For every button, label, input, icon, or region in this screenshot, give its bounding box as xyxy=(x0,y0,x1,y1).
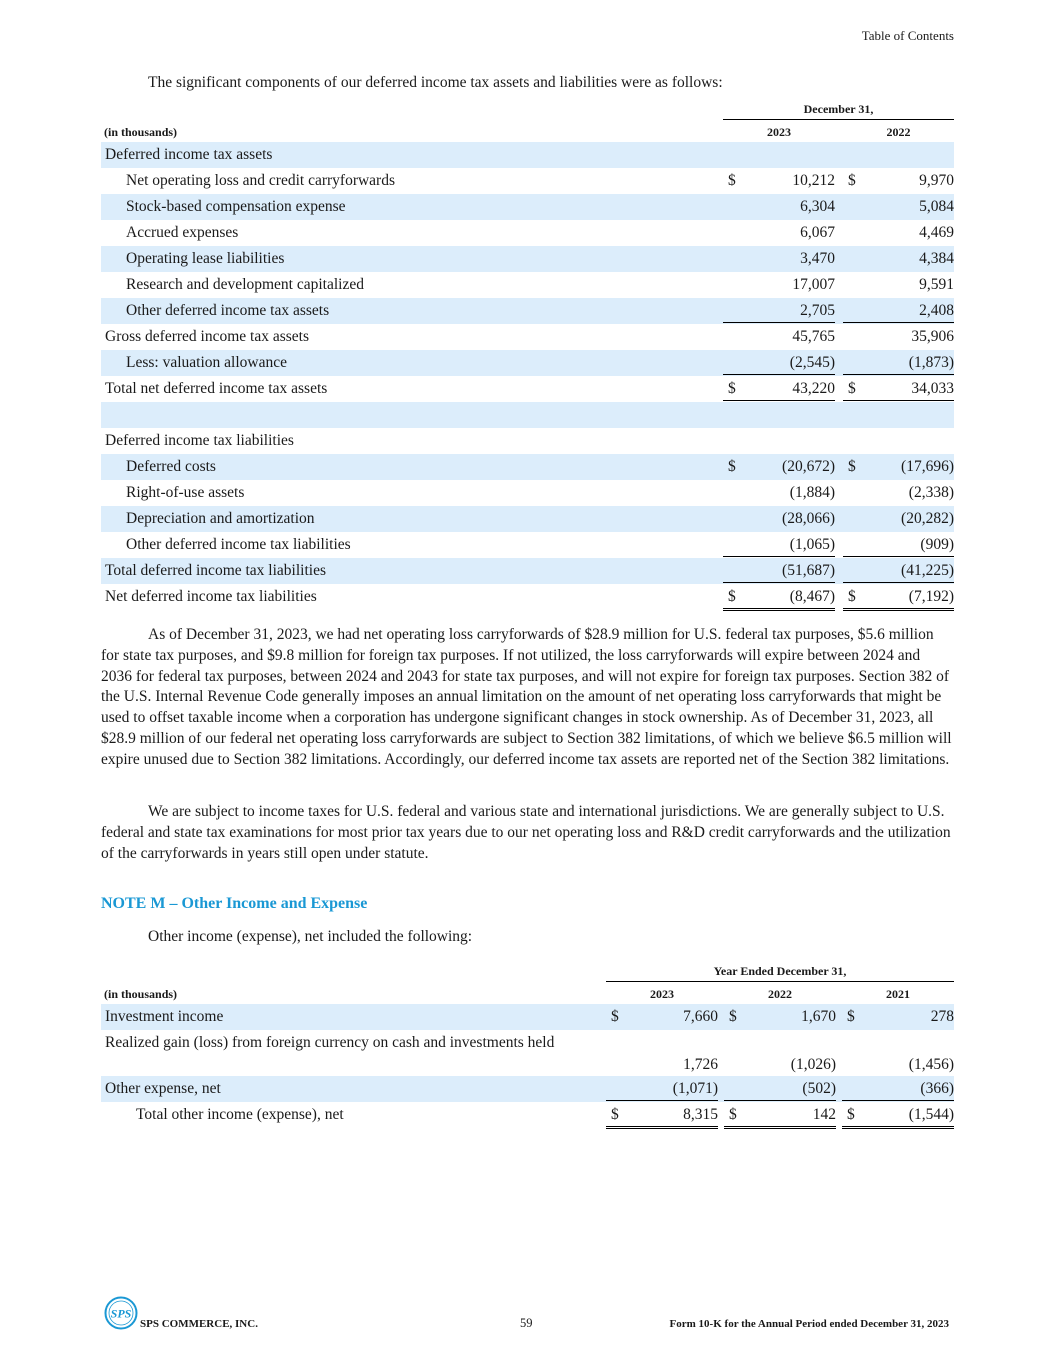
currency-symbol: $ xyxy=(728,172,736,189)
row-label: Net deferred income tax liabilities xyxy=(105,588,317,605)
value-cell xyxy=(723,220,835,244)
table-row xyxy=(101,142,954,168)
cell-value: 2,705 xyxy=(800,302,835,319)
cell-value: (2,338) xyxy=(908,484,954,501)
row-label: Operating lease liabilities xyxy=(126,250,285,267)
value-cell xyxy=(723,558,835,583)
currency-symbol: $ xyxy=(728,588,736,605)
cell-value: (502) xyxy=(802,1080,836,1097)
row-label: Realized gain (loss) from foreign currency on cash and investments held xyxy=(105,1034,555,1051)
cell-value: (41,225) xyxy=(901,562,954,579)
value-cell xyxy=(723,168,835,192)
year-header: 2023 xyxy=(723,125,835,143)
table-header xyxy=(101,100,954,142)
row-label: Investment income xyxy=(105,1008,224,1025)
currency-symbol: $ xyxy=(847,1008,855,1025)
tax-components-intro: The significant components of our deferred income tax assets and liabilities were as follows: xyxy=(148,74,723,91)
cell-value: 8,315 xyxy=(683,1106,718,1123)
row-label: Total net deferred income tax assets xyxy=(105,380,328,397)
row-label: Research and development capitalized xyxy=(126,276,364,293)
value-cell xyxy=(843,532,954,557)
value-cell xyxy=(843,272,954,296)
form-label: Form 10-K for the Annual Period ended December 31, 2023 xyxy=(669,1318,949,1330)
table-row xyxy=(101,402,954,428)
table-of-contents-link[interactable]: Table of Contents xyxy=(861,28,954,43)
value-cell xyxy=(723,194,835,218)
table-row xyxy=(101,194,954,220)
row-label: Other deferred income tax assets xyxy=(126,302,330,319)
table-row xyxy=(101,558,954,584)
table-row xyxy=(101,168,954,194)
table-header xyxy=(101,962,954,1004)
value-cell xyxy=(724,1004,836,1028)
row-label: Total deferred income tax liabilities xyxy=(105,562,326,579)
row-label: Accrued expenses xyxy=(126,224,239,241)
table-row xyxy=(101,584,954,610)
row-label: Other expense, net xyxy=(105,1080,221,1097)
cell-value: (20,282) xyxy=(901,510,954,527)
cell-value: 5,084 xyxy=(919,198,954,215)
year-header: 2022 xyxy=(724,987,836,1005)
cell-value: 2,408 xyxy=(919,302,954,319)
company-name: SPS COMMERCE, INC. xyxy=(140,1318,258,1330)
currency-symbol: $ xyxy=(848,172,856,189)
table-row xyxy=(101,1076,954,1102)
value-cell xyxy=(843,376,954,401)
table-row xyxy=(101,220,954,246)
value-cell xyxy=(843,558,954,583)
value-cell xyxy=(723,480,835,504)
table-body xyxy=(101,1004,954,1128)
value-cell xyxy=(724,1052,836,1076)
cell-value: 1,726 xyxy=(683,1056,718,1073)
row-label: Right-of-use assets xyxy=(126,484,245,501)
row-label: Other deferred income tax liabilities xyxy=(126,536,351,553)
unit-label: (in thousands) xyxy=(104,125,178,139)
currency-symbol: $ xyxy=(848,588,856,605)
currency-symbol: $ xyxy=(611,1008,619,1025)
cell-value: (28,066) xyxy=(782,510,835,527)
cell-value: (1,873) xyxy=(908,354,954,371)
cell-value: (20,672) xyxy=(782,458,835,475)
cell-value: (1,456) xyxy=(908,1056,954,1073)
cell-value: (1,065) xyxy=(789,536,835,553)
cell-value: 9,970 xyxy=(919,172,954,189)
row-label: Gross deferred income tax assets xyxy=(105,328,310,345)
table-row xyxy=(101,246,954,272)
row-label: Deferred income tax liabilities xyxy=(105,432,294,449)
currency-symbol: $ xyxy=(728,380,736,397)
table-row xyxy=(101,532,954,558)
cell-value: 278 xyxy=(930,1008,954,1025)
cell-value: 17,007 xyxy=(792,276,835,293)
cell-value: (51,687) xyxy=(782,562,835,579)
cell-value: 6,304 xyxy=(800,198,835,215)
value-cell xyxy=(842,1052,954,1076)
table-row xyxy=(101,324,954,350)
row-label: Net operating loss and credit carryforwards xyxy=(126,172,395,189)
currency-symbol: $ xyxy=(728,458,736,475)
value-cell xyxy=(843,480,954,504)
value-cell xyxy=(843,454,954,478)
value-cell xyxy=(842,1076,954,1101)
table-row xyxy=(101,454,954,480)
cell-value: 6,067 xyxy=(800,224,835,241)
value-cell xyxy=(723,584,835,611)
table-row xyxy=(101,506,954,532)
value-cell xyxy=(843,220,954,244)
table-row xyxy=(101,376,954,402)
currency-symbol: $ xyxy=(611,1106,619,1123)
year-header: 2023 xyxy=(606,987,718,1005)
paragraph-text: As of December 31, 2023, we had net operating loss carryforwards of $28.9 million for U.S. federal tax purposes, $5.6 million for state tax purposes, and $9.8 million for foreign tax purposes. If not utilized, the loss carryforwards will expire between 2024 and 2036 for federal tax purposes, between 2024 and 2043 for state tax purposes, and will not expire for foreign tax purposes. Section 382 of the U.S. Internal Revenue Code generally imposes an annual limitation on the amount of net operating loss carryforwards that might be used to offset taxable income when a corporation has undergone significant changes in stock ownership. As of December 31, 2023, all $28.9 million of our federal net operating loss carryforwards are subject to Section 382 limitations, of which we believe $6.5 million will expire unused due to Section 382 limitations. Accordingly, our deferred income tax assets are reported net of the Section 382 limitations. xyxy=(101,626,952,768)
value-cell xyxy=(723,324,835,348)
currency-symbol: $ xyxy=(847,1106,855,1123)
value-cell xyxy=(724,1102,836,1129)
page-number: 59 xyxy=(520,1316,533,1330)
currency-symbol: $ xyxy=(848,458,856,475)
cell-value: 34,033 xyxy=(911,380,954,397)
value-cell xyxy=(843,246,954,270)
paragraph-text: We are subject to income taxes for U.S. federal and various state and international jurisdictions. We are generally subject to U.S. federal and state tax examinations for most prior tax years due to our net operating loss and R&D credit carryforwards and the utilization of the carryforwards in years still open under statute. xyxy=(101,803,951,862)
value-cell xyxy=(843,584,954,611)
value-cell xyxy=(842,1004,954,1028)
cell-value: (1,071) xyxy=(672,1080,718,1097)
value-cell xyxy=(842,1102,954,1129)
cell-value: (909) xyxy=(920,536,954,553)
cell-value: 4,384 xyxy=(919,250,954,267)
jurisdiction-paragraph xyxy=(101,802,954,864)
value-cell xyxy=(723,532,835,557)
logo-text: SPS xyxy=(110,1306,132,1321)
cell-value: 35,906 xyxy=(911,328,954,345)
table-row xyxy=(101,272,954,298)
table-row xyxy=(101,298,954,324)
sps-logo-icon xyxy=(104,1296,138,1330)
unit-label: (in thousands) xyxy=(104,987,178,1001)
value-cell xyxy=(723,272,835,296)
cell-value: 9,591 xyxy=(919,276,954,293)
cell-value: 142 xyxy=(812,1106,836,1123)
value-cell xyxy=(843,506,954,530)
currency-symbol: $ xyxy=(729,1008,737,1025)
table-row xyxy=(101,1102,954,1128)
group-header: December 31, xyxy=(723,102,954,120)
cell-value: (1,026) xyxy=(790,1056,836,1073)
other-income-table xyxy=(101,962,954,1128)
table-row xyxy=(101,428,954,454)
value-cell xyxy=(606,1052,718,1076)
nol-paragraph xyxy=(101,625,954,771)
table-row xyxy=(101,1030,954,1076)
row-label: Total other income (expense), net xyxy=(136,1106,344,1123)
value-cell xyxy=(723,506,835,530)
value-cell xyxy=(843,194,954,218)
cell-value: (366) xyxy=(920,1080,954,1097)
currency-symbol: $ xyxy=(729,1106,737,1123)
value-cell xyxy=(843,168,954,192)
value-cell xyxy=(606,1004,718,1028)
cell-value: 10,212 xyxy=(792,172,835,189)
row-label: Less: valuation allowance xyxy=(126,354,287,371)
table-row xyxy=(101,1004,954,1030)
row-label: Deferred income tax assets xyxy=(105,146,273,163)
cell-value: 7,660 xyxy=(683,1008,718,1025)
value-cell xyxy=(843,298,954,323)
table-row xyxy=(101,480,954,506)
note-heading: NOTE M – Other Income and Expense xyxy=(101,895,368,912)
cell-value: 43,220 xyxy=(792,380,835,397)
cell-value: 3,470 xyxy=(800,250,835,267)
cell-value: 4,469 xyxy=(919,224,954,241)
value-cell xyxy=(723,298,835,323)
deferred-tax-table xyxy=(101,100,954,610)
cell-value: (8,467) xyxy=(789,588,835,605)
value-cell xyxy=(843,324,954,348)
cell-value: (2,545) xyxy=(789,354,835,371)
value-cell xyxy=(723,376,835,401)
cell-value: (17,696) xyxy=(901,458,954,475)
cell-value: (7,192) xyxy=(908,588,954,605)
value-cell xyxy=(606,1076,718,1101)
year-header: 2022 xyxy=(843,125,954,143)
row-label: Deferred costs xyxy=(126,458,216,475)
value-cell xyxy=(843,350,954,375)
cell-value: 45,765 xyxy=(792,328,835,345)
other-income-intro: Other income (expense), net included the following: xyxy=(148,928,473,945)
row-label: Depreciation and amortization xyxy=(126,510,315,527)
cell-value: (1,544) xyxy=(908,1106,954,1123)
value-cell xyxy=(606,1102,718,1129)
table-row xyxy=(101,350,954,376)
cell-value: (1,884) xyxy=(789,484,835,501)
cell-value: 1,670 xyxy=(801,1008,836,1025)
value-cell xyxy=(723,350,835,375)
value-cell xyxy=(723,246,835,270)
table-body xyxy=(101,142,954,610)
year-header: 2021 xyxy=(842,987,954,1005)
value-cell xyxy=(724,1076,836,1101)
currency-symbol: $ xyxy=(848,380,856,397)
value-cell xyxy=(723,454,835,478)
group-header: Year Ended December 31, xyxy=(606,964,954,982)
row-label: Stock-based compensation expense xyxy=(126,198,346,215)
